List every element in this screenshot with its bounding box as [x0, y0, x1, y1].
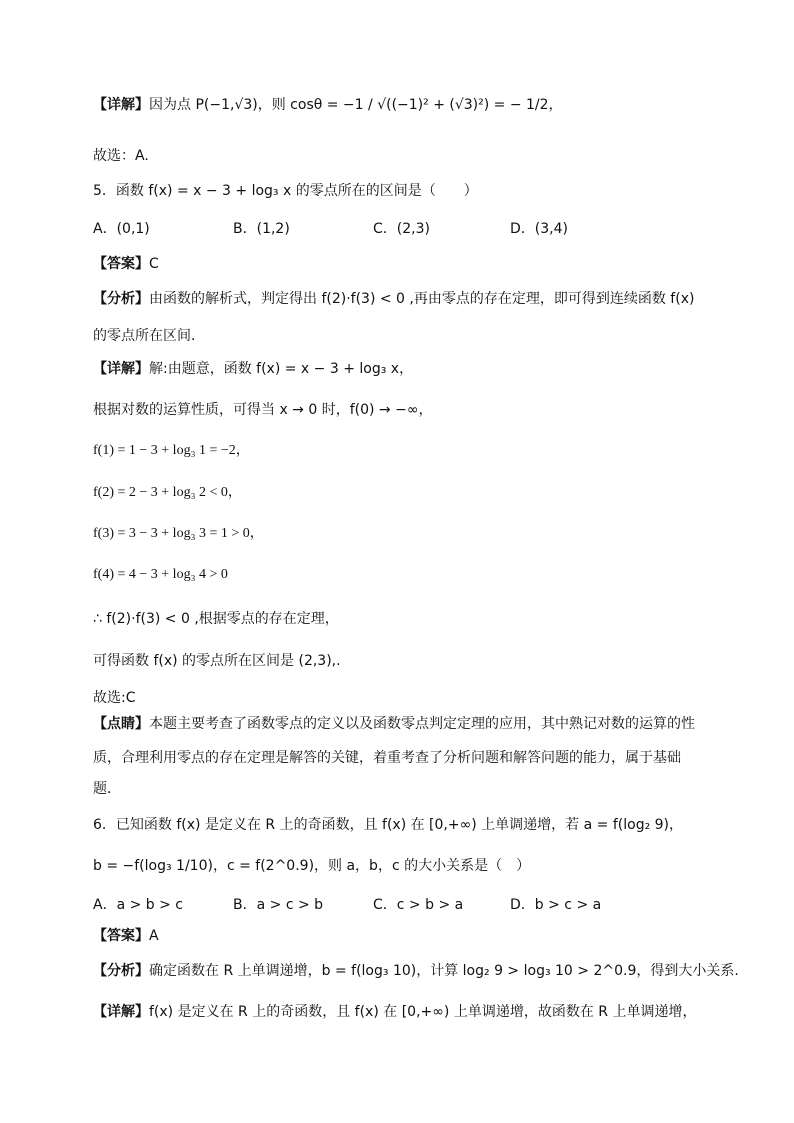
- remark-line-1: [93, 714, 695, 734]
- answer-5: [93, 254, 159, 274]
- reasoning-line-1: 根据对数的运算性质，可得当 x → 0 时，f(0) → −∞，: [93, 402, 433, 418]
- analysis-5-line-1: [93, 289, 694, 309]
- question-6-option-b: B．a > c > b: [233, 897, 324, 913]
- reasoning-line-2: f(1) = 1 − 3 + log₃ 1 = −2，: [93, 443, 250, 458]
- remark-text: 本题主要考查了函数零点的定义以及函数零点判定定理的应用，其中熟记对数的运算的性: [149, 716, 695, 732]
- question-5-stem: 5．函数 f(x) = x − 3 + log₃ x 的零点所在的区间是（ ）: [93, 183, 478, 199]
- section-tag: 【详解】: [93, 97, 149, 113]
- reasoning-line-5: f(4) = 4 − 3 + log₃ 4 > 0: [93, 567, 228, 582]
- reasoning-line-4: f(3) = 3 − 3 + log₃ 3 = 1 > 0，: [93, 526, 264, 541]
- question-6-stem-2: b = −f(log₃ 1/10)，c = f(2^0.9)，则 a，b，c 的大小关系是（ ）: [93, 858, 531, 874]
- question-6-option-d: D．b > c > a: [510, 897, 602, 913]
- remark-line-2: 质，合理利用零点的存在定理是解答的关键，着重考查了分析问题和解答问题的能力，属于基础: [93, 750, 681, 766]
- detail-text: 解:由题意，函数 f(x) = x − 3 + log₃ x，: [149, 361, 414, 377]
- reasoning-line-8: 故选:C: [93, 690, 136, 706]
- section-tag: 【详解】: [93, 1004, 149, 1020]
- question-6-option-a: A．a > b > c: [93, 897, 184, 913]
- detail-text: f(x) 是定义在 R 上的奇函数，且 f(x) 在 [0,+∞) 上单调递增，故函数在 R 上单调递增，: [149, 1004, 697, 1020]
- analysis-5-line-2: 的零点所在区间．: [93, 328, 205, 344]
- section-tag: 【详解】: [93, 361, 149, 377]
- detail-5: [93, 359, 413, 379]
- section-tag: 【答案】: [93, 256, 149, 272]
- reasoning-line-3: f(2) = 2 − 3 + log₃ 2 < 0，: [93, 485, 242, 500]
- question-5-option-c: C．(2,3): [373, 221, 430, 237]
- detail-text: 因为点 P(−1,√3)，则 cosθ = −1 / √((−1)² + (√3)²) = − 1/2，: [149, 97, 563, 113]
- question-5-option-b: B．(1,2): [233, 221, 290, 237]
- detail-6: [93, 1002, 696, 1022]
- answer-6: [93, 926, 159, 946]
- analysis-text: 确定函数在 R 上单调递增，b = f(log₃ 10)，计算 log₂ 9 > log₃ 10 > 2^0.9，得到大小关系.: [149, 963, 739, 979]
- section-tag: 【点睛】: [93, 716, 149, 732]
- reasoning-line-7: 可得函数 f(x) 的零点所在区间是 (2,3),.: [93, 653, 341, 669]
- reasoning-line-6: ∴ f(2)·f(3) < 0 ,根据零点的存在定理，: [93, 611, 339, 627]
- question-6-stem-1: 6．已知函数 f(x) 是定义在 R 上的奇函数，且 f(x) 在 [0,+∞) 上单调递增，若 a = f(log₂ 9)，: [93, 817, 684, 833]
- choice-line: 故选：A.: [93, 148, 149, 164]
- answer-text: A: [149, 928, 159, 944]
- section-tag: 【答案】: [93, 928, 149, 944]
- question-5-option-a: A．(0,1): [93, 221, 150, 237]
- section-tag: 【分析】: [93, 963, 149, 979]
- section-tag: 【分析】: [93, 291, 149, 307]
- analysis-6: [93, 961, 739, 981]
- analysis-text: 由函数的解析式，判定得出 f(2)·f(3) < 0 ,再由零点的存在定理，即可得到连续函数 f(x): [149, 291, 695, 307]
- question-5-option-d: D．(3,4): [510, 221, 568, 237]
- remark-line-3: 题．: [93, 781, 121, 797]
- detail-line-1: [93, 95, 563, 115]
- question-6-option-c: C．c > b > a: [373, 897, 464, 913]
- answer-text: C: [149, 256, 159, 272]
